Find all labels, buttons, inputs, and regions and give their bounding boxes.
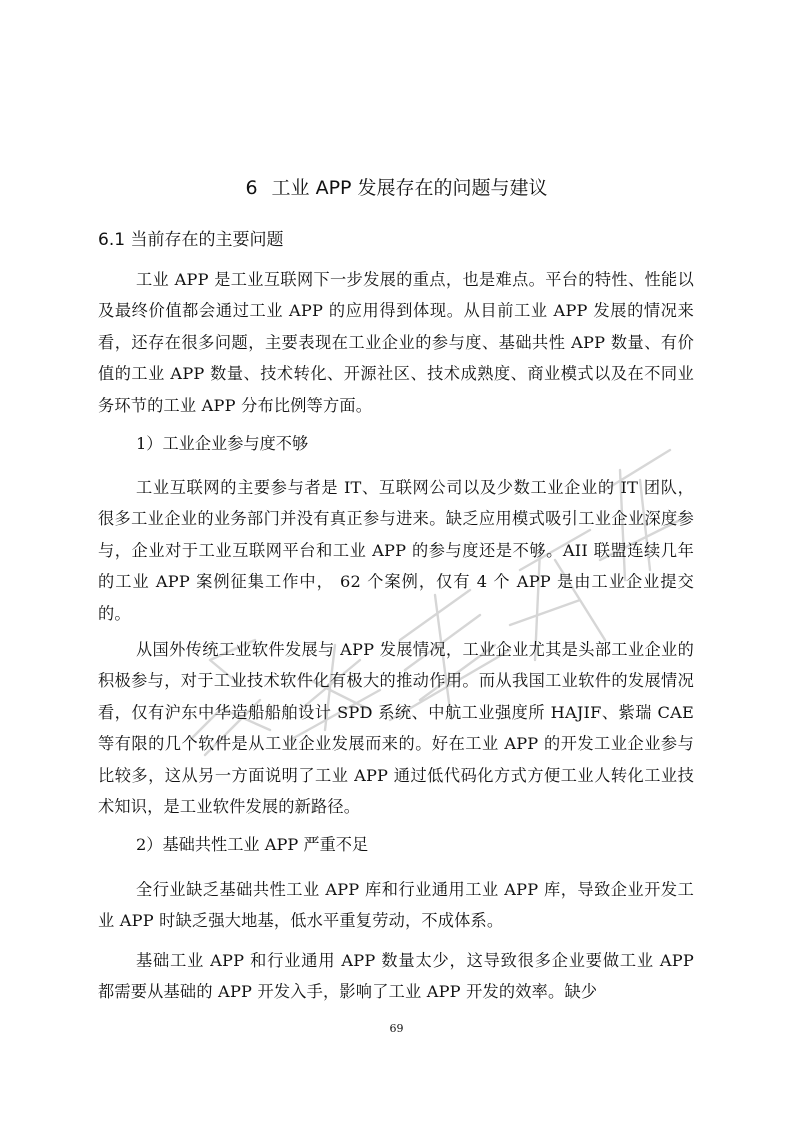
chapter-title xyxy=(0,176,793,200)
chapter-number: 6 xyxy=(245,177,258,199)
section-title: 6.1 当前存在的主要问题 xyxy=(98,230,284,250)
page-number: 69 xyxy=(389,1022,404,1035)
paragraph-1a: 工业互联网的主要参与者是 IT、互联网公司以及少数工业企业的 IT 团队，很多工业企业的业务部门并没有真正参与进来。缺乏应用模式吸引工业企业深度参与，企业对于工业互联网平台和工业 APP 的参与度还是不够。AII 联盟连续几年的工业 APP 案例征集工作中， 62 个案例，仅有 4 个 APP 是由工业企业提交的。 xyxy=(98,478,694,623)
paragraph-intro: 工业 APP 是工业互联网下一步发展的重点，也是难点。平台的特性、性能以及最终价值都会通过工业 APP 的应用得到体现。从目前工业 APP 发展的情况来看，还存在很多问题，主要表现在工业企业的参与度、基础共性 APP 数量、有价值的工业 APP 数量、技术转化、开源社区、技术成熟度、商业模式以及在不同业务环节的工业 APP 分布比例等方面。 xyxy=(98,270,694,415)
paragraph-2b: 基础工业 APP 和行业通用 APP 数量太少，这导致很多企业要做工业 APP 都需要从基础的 APP 开发入手，影响了工业 APP 开发的效率。缺少 xyxy=(98,951,694,1002)
subheading-1: 1）工业企业参与度不够 xyxy=(136,434,309,453)
paragraph-1b: 从国外传统工业软件发展与 APP 发展情况，工业企业尤其是头部工业企业的积极参与，对于工业技术软件化有极大的推动作用。而从我国工业软件的发展情况看，仅有沪东中华造船船舶设计 SPD 系统、中航工业强度所 HAJIF、紫瑞 CAE 等有限的几个软件是从工业企业发展而来的。好在工业 APP 的开发工业企业参与比较多，这从另一方面说明了工业 APP 通过低代码化方式方便工业人转化工业技术知识，是工业软件发展的新路径。 xyxy=(98,640,694,817)
subheading-2: 2）基础共性工业 APP 严重不足 xyxy=(136,835,369,854)
chapter-title-text: 工业 APP 发展存在的问题与建议 xyxy=(271,177,548,199)
paragraph-2a: 全行业缺乏基础共性工业 APP 库和行业通用工业 APP 库，导致企业开发工业 APP 时缺乏强大地基，低水平重复劳动，不成体系。 xyxy=(98,880,694,931)
